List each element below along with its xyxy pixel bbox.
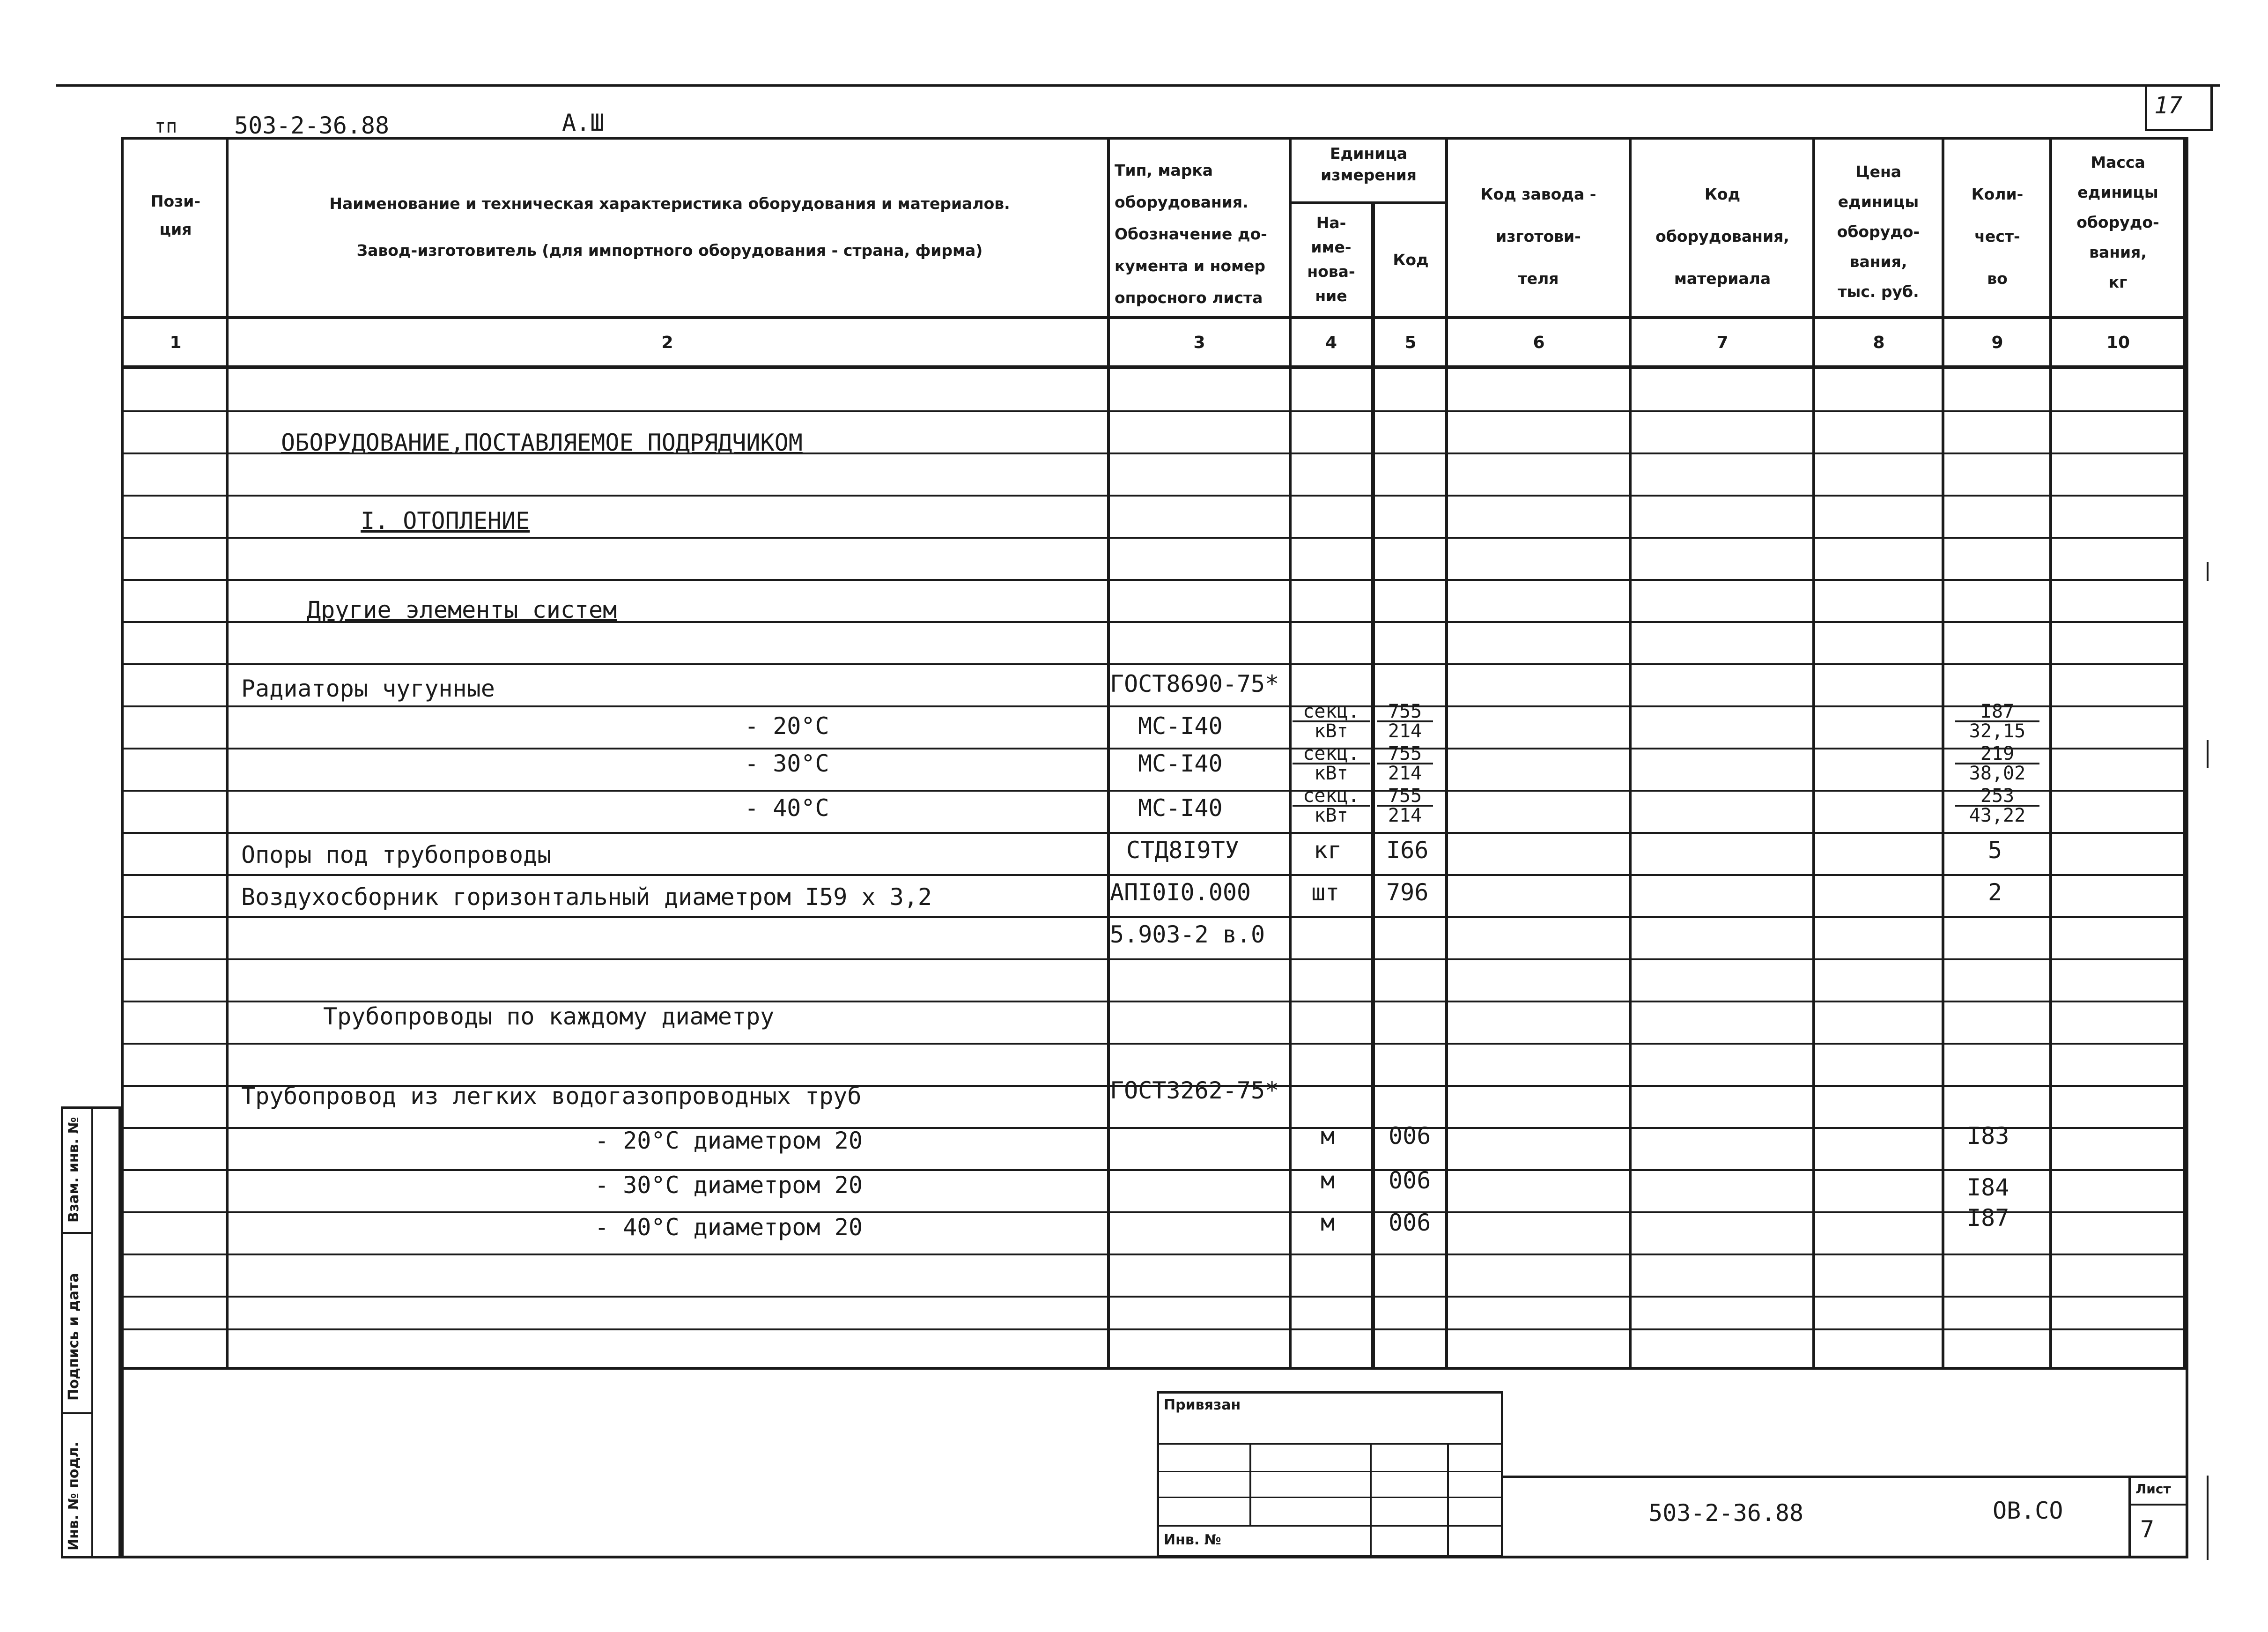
pipes-name: Трубопровод из легких водогазопроводных труб [241, 1083, 862, 1110]
pipe-30-name: - 30°С диаметром 20 [595, 1172, 863, 1199]
pipe-40-unit: м [1321, 1209, 1335, 1236]
doc-prefix: тп [155, 116, 177, 137]
pipe-20-qty: I83 [1967, 1122, 2009, 1150]
radiators-name: Радиаторы чугунные [241, 675, 495, 702]
col-num-5: 5 [1404, 333, 1417, 352]
stamp-sheet-number: 7 [2140, 1516, 2155, 1543]
side-label-replaced-inv: Взам. инв. № [66, 1117, 82, 1223]
subsection-heating: I. ОТОПЛЕНИЕ [361, 507, 530, 534]
air-collector-type2: 5.903-2 в.0 [1110, 921, 1265, 948]
pipe-20-name: - 20°С диаметром 20 [595, 1127, 863, 1154]
stamp-bound-label: Привязан [1164, 1397, 1241, 1413]
subsection-other-elements: Другие элементы систем [307, 596, 617, 623]
side-label-inv-original: Инв. № подл. [66, 1441, 82, 1550]
section-title: ОБОРУДОВАНИЕ,ПОСТАВЛЯЕМОЕ ПОДРЯДЧИКОМ [281, 429, 803, 456]
col-num-6: 6 [1533, 333, 1545, 352]
stamp-inv-label: Инв. № [1164, 1532, 1221, 1548]
pipe-20-code: 006 [1389, 1122, 1431, 1150]
col3-header: Тип, марка оборудования. Обозначение до- кумента и номер опросного листа [1115, 161, 1267, 307]
col1-header: Пози- ция [150, 192, 201, 238]
rad-30-qty: $\frac{219}{38,02}$ [1955, 745, 2039, 782]
air-collector-qty: 2 [1988, 879, 2002, 906]
col-num-1: 1 [170, 333, 182, 352]
rad-30-name: - 30°С [745, 750, 829, 777]
pipe-20-unit: м [1321, 1122, 1335, 1150]
col9-header: Коли- чест- во [1971, 185, 2024, 288]
stamp-doc-code: 503-2-36.88 [1648, 1499, 1804, 1527]
pipe-30-qty: I84 [1967, 1174, 2009, 1201]
col45-header: Единица измерения [1321, 144, 1417, 184]
col7-header: Код оборудования, материала [1655, 185, 1789, 288]
page-number: 17 [2154, 92, 2183, 119]
col-num-9: 9 [1991, 333, 2003, 352]
doc-code: 503-2-36.88 [234, 112, 390, 139]
pipe-30-code: 006 [1389, 1167, 1431, 1194]
supports-type: СТД8I9ТУ [1126, 837, 1239, 864]
album-code: А.Ш [562, 109, 605, 136]
rad-20-code: $\frac{755}{214}$ [1377, 703, 1433, 740]
air-collector-name: Воздухосборник горизонтальный диаметром I59 х 3,2 [241, 883, 932, 911]
rad-30-type: МС-I40 [1138, 750, 1223, 777]
rad-40-qty: $\frac{253}{43,22}$ [1955, 787, 2039, 824]
col-num-3: 3 [1193, 333, 1205, 352]
rad-40-unit: секц. кВт [1293, 787, 1370, 824]
pipes-doc: ГОСТ3262-75* [1110, 1077, 1279, 1104]
stamp-sheet-label: Лист [2135, 1481, 2171, 1497]
col8-header: Цена единицы оборудо- вания, тыс. руб. [1837, 163, 1920, 301]
top-rule [56, 84, 2220, 87]
air-collector-code: 796 [1386, 879, 1429, 906]
rad-20-unit: секц. кВт [1293, 703, 1370, 740]
col-num-10: 10 [2106, 333, 2130, 352]
col-num-4: 4 [1325, 333, 1337, 352]
rad-40-code: $\frac{755}{214}$ [1377, 787, 1433, 824]
rad-40-name: - 40°С [745, 794, 829, 822]
supports-qty: 5 [1988, 837, 2002, 864]
supports-unit: кг [1314, 837, 1342, 864]
pipe-40-code: 006 [1389, 1209, 1431, 1236]
col2-header: Наименование и техническая характеристика оборудования и материалов. Завод-изготовитель (для импортного оборудования - страна, фирма) [329, 194, 1010, 260]
rad-20-type: МС-I40 [1138, 712, 1223, 740]
rad-30-unit: секц. кВт [1293, 745, 1370, 782]
col-num-2: 2 [661, 333, 673, 352]
air-collector-type: АПI0I0.000 [1110, 879, 1251, 906]
col10-header: Масса единицы оборудо- вания, кг [2076, 153, 2159, 291]
pipe-40-name: - 40°С диаметром 20 [595, 1214, 863, 1241]
col5-header: Код [1393, 251, 1429, 269]
subsection-pipes: Трубопроводы по каждому диаметру [323, 1003, 775, 1030]
col6-header: Код завода - изготови- теля [1480, 185, 1596, 288]
rad-30-code: $\frac{755}{214}$ [1377, 745, 1433, 782]
side-label-signature-date: Подпись и дата [66, 1273, 82, 1401]
col-num-8: 8 [1873, 333, 1885, 352]
stamp-section: ОВ.СО [1993, 1497, 2063, 1524]
col-num-7: 7 [1716, 333, 1729, 352]
supports-name: Опоры под трубопроводы [241, 841, 552, 868]
radiators-doc: ГОСТ8690-75* [1110, 670, 1279, 697]
col4-header: На- име- нова- ние [1307, 214, 1355, 305]
supports-code: I66 [1386, 837, 1429, 864]
pipe-40-qty: I87 [1967, 1204, 2009, 1231]
rad-40-type: МС-I40 [1138, 794, 1223, 822]
air-collector-unit: шт [1311, 879, 1340, 906]
pipe-30-unit: м [1321, 1167, 1335, 1194]
rad-20-name: - 20°С [745, 712, 829, 740]
rad-20-qty: $\frac{I87}{32,15}$ [1955, 703, 2039, 740]
